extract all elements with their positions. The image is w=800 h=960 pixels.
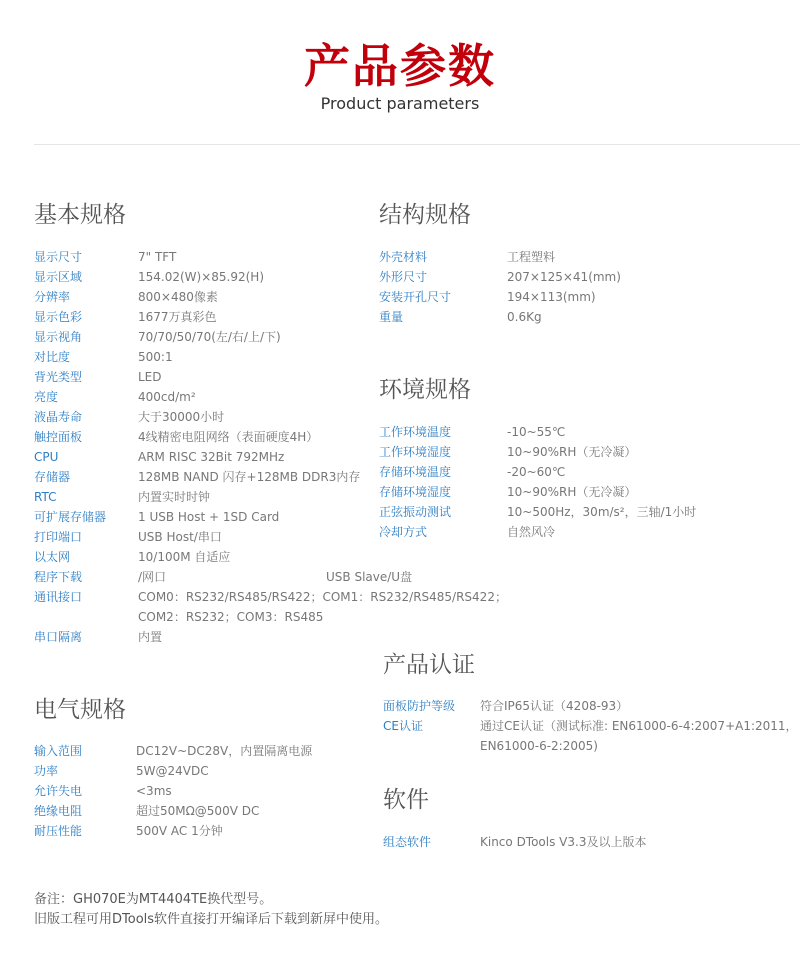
spec-label: 工作环境温度: [379, 425, 452, 439]
spec-value: 10~500Hz，30m/s²，三轴/1小时: [507, 505, 697, 519]
spec-value: 10~90%RH（无冷凝）: [507, 445, 637, 459]
spec-label: 程序下载: [34, 570, 83, 584]
spec-label: 存储环境温度: [379, 465, 452, 479]
spec-value: 500V AC 1分钟: [136, 824, 223, 838]
spec-value: 工程塑料: [507, 250, 556, 264]
spec-value: 1 USB Host + 1SD Card: [138, 510, 280, 524]
spec-label: 显示尺寸: [34, 250, 83, 264]
page-subtitle: Product parameters: [320, 94, 480, 113]
spec-label: 工作环境湿度: [379, 445, 452, 459]
spec-value: 超过50MΩ@500V DC: [136, 804, 260, 818]
spec-label: 亮度: [34, 390, 59, 404]
header-divider: [34, 144, 800, 145]
spec-value: -20~60℃: [507, 465, 566, 479]
spec-value: ARM RISC 32Bit 792MHz: [138, 450, 285, 464]
spec-value: 内置实时时钟: [138, 490, 211, 504]
spec-value: 500:1: [138, 350, 173, 364]
spec-label: 打印端口: [34, 530, 83, 544]
section-heading-software: 软件: [383, 787, 429, 813]
spec-label: 正弦振动测试: [379, 505, 452, 519]
spec-value: <3ms: [136, 784, 172, 798]
spec-label: 分辨率: [34, 290, 71, 304]
spec-label: 以太网: [34, 550, 71, 564]
spec-label: 外形尺寸: [379, 270, 428, 284]
spec-value: 154.02(W)×85.92(H): [138, 270, 265, 284]
spec-value: 7" TFT: [138, 250, 177, 264]
spec-value: 自然风冷: [507, 525, 556, 539]
spec-label: 串口隔离: [34, 630, 83, 644]
spec-label: 显示视角: [34, 330, 83, 344]
spec-value: 5W@24VDC: [136, 764, 209, 778]
section-heading-environment: 环境规格: [379, 377, 471, 403]
spec-value: LED: [138, 370, 162, 384]
spec-label: 显示区域: [34, 270, 83, 284]
spec-label: 安装开孔尺寸: [379, 290, 452, 304]
spec-value: 1677万真彩色: [138, 310, 217, 324]
spec-value-continued: USB Slave/U盘: [326, 570, 413, 584]
spec-label: 耐压性能: [34, 824, 83, 838]
section-heading-electrical: 电气规格: [34, 697, 126, 723]
page-title: 产品参数: [304, 39, 496, 93]
spec-label: 存储环境湿度: [379, 485, 452, 499]
spec-label: 显示色彩: [34, 310, 83, 324]
spec-label: 允许失电: [34, 784, 83, 798]
section-heading-structure: 结构规格: [379, 202, 471, 228]
spec-value: DC12V~DC28V，内置隔离电源: [136, 744, 313, 758]
spec-label: 绝缘电阻: [34, 804, 83, 818]
spec-label: 触控面板: [34, 430, 83, 444]
spec-value: USB Host/串口: [138, 530, 222, 544]
spec-label: 输入范围: [34, 744, 83, 758]
spec-value: 70/70/50/70(左/右/上/下): [138, 330, 281, 344]
spec-value: 大于30000小时: [138, 410, 225, 424]
spec-value: 内置: [138, 630, 163, 644]
spec-value: 10/100M 自适应: [138, 550, 231, 564]
spec-value-continued: COM2：RS232；COM3：RS485: [138, 610, 324, 624]
spec-value: 通过CE认证（测试标准: EN61000-6-4:2007+A1:2011，: [480, 719, 798, 733]
section-heading-basic: 基本规格: [34, 202, 126, 228]
spec-label: 对比度: [34, 350, 71, 364]
spec-value: 800×480像素: [138, 290, 218, 304]
spec-label: RTC: [34, 490, 57, 504]
spec-value: 4线精密电阻网络（表面硬度4H）: [138, 430, 319, 444]
spec-label: 面板防护等级: [383, 699, 456, 713]
spec-value: 10~90%RH（无冷凝）: [507, 485, 637, 499]
spec-value: /网口: [138, 570, 167, 584]
spec-label: 组态软件: [383, 835, 432, 849]
note-line-1: 备注：GH070E为MT4404TE换代型号。: [34, 892, 273, 907]
spec-label: 功率: [34, 764, 59, 778]
spec-label: 重量: [379, 310, 404, 324]
spec-label: 可扩展存储器: [34, 510, 107, 524]
spec-label: 冷却方式: [379, 525, 428, 539]
spec-value: 符合IP65认证（4208-93）: [480, 699, 629, 713]
spec-label: CPU: [34, 450, 59, 464]
spec-label: 背光类型: [34, 370, 83, 384]
spec-value: COM0：RS232/RS485/RS422；COM1：RS232/RS485/RS422；: [138, 590, 507, 604]
spec-value-continued: EN61000-6-2:2005): [480, 739, 598, 753]
spec-value: 194×113(mm): [507, 290, 596, 304]
spec-value: -10~55℃: [507, 425, 566, 439]
spec-value: 0.6Kg: [507, 310, 542, 324]
spec-label: CE认证: [383, 719, 423, 733]
spec-value: 128MB NAND 闪存+128MB DDR3内存: [138, 470, 361, 484]
spec-label: 存储器: [34, 470, 71, 484]
spec-label: 液晶寿命: [34, 410, 83, 424]
spec-label: 通讯接口: [34, 590, 83, 604]
note-line-2: 旧版工程可用DTools软件直接打开编译后下载到新屏中使用。: [34, 912, 389, 927]
section-heading-certification: 产品认证: [383, 652, 475, 678]
spec-label: 外壳材料: [379, 250, 428, 264]
spec-value: 207×125×41(mm): [507, 270, 621, 284]
spec-value: Kinco DTools V3.3及以上版本: [480, 835, 647, 849]
spec-value: 400cd/m²: [138, 390, 196, 404]
